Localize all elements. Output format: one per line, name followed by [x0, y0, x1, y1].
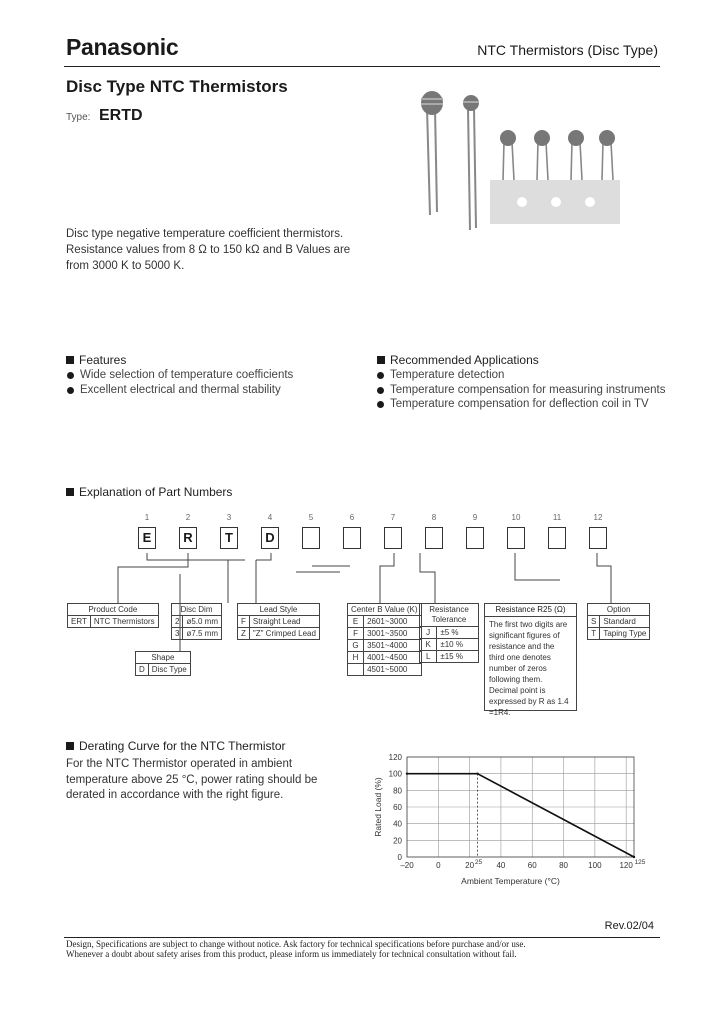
table-cell: NTC Thermistors — [90, 616, 158, 628]
part-index-label: 11 — [552, 513, 562, 522]
table-cell: F — [348, 628, 364, 640]
part-numbers-heading-label: Explanation of Part Numbers — [79, 485, 233, 499]
table-cell: 2 — [172, 616, 183, 628]
table-cell: "Z" Crimped Lead — [249, 628, 319, 640]
table-cell: J — [420, 627, 437, 639]
data-point — [406, 772, 408, 774]
footer-divider — [64, 937, 660, 938]
table-cell: ±5 % — [437, 627, 479, 639]
list-item: Temperature compensation for measuring instruments — [376, 383, 666, 398]
part-index-label: 10 — [511, 513, 521, 522]
type-value: ERTD — [99, 107, 143, 124]
y-tick-label: 40 — [393, 819, 402, 829]
table-cell: L — [420, 651, 437, 663]
table-header: Product Code — [68, 604, 159, 616]
y-tick-label: 120 — [388, 753, 402, 762]
part-index-label: 1 — [144, 513, 150, 522]
part-index-label: 5 — [308, 513, 314, 522]
part-number-box: D — [261, 527, 279, 549]
table-cell: K — [420, 639, 437, 651]
list-item: Excellent electrical and thermal stability — [66, 383, 366, 398]
table-cell: ø5.0 mm — [183, 616, 222, 628]
table-cell: 3001~3500 — [364, 628, 421, 640]
data-point — [633, 856, 635, 858]
x-tick-label: 100 — [588, 861, 602, 870]
part-number-box: E — [138, 527, 156, 549]
part-index-label: 7 — [390, 513, 396, 522]
x-tick-label: 0 — [436, 861, 441, 870]
table-header: Shape — [136, 652, 191, 664]
brand-logo: Panasonic — [66, 34, 179, 60]
revision-label: Rev.02/04 — [604, 920, 654, 932]
y-tick-label: 60 — [393, 803, 402, 812]
table-header: Option — [588, 604, 650, 616]
table-cell: ø7.5 mm — [183, 628, 222, 640]
table-cell: Taping Type — [600, 628, 650, 640]
part-index-label: 4 — [267, 513, 273, 522]
table-header: Disc Dim — [172, 604, 222, 616]
resistance-text: The first two digits are significant figures of resistance and the third one denotes number of zeros following them. Decimal point is expressed by R as 1.4 =1R4. — [489, 620, 569, 717]
table-cell: ±15 % — [437, 651, 479, 663]
part-index-label: 12 — [593, 513, 603, 522]
list-item: Wide selection of temperature coefficients — [66, 368, 366, 383]
x-axis-label: Ambient Temperature (°C) — [461, 876, 560, 886]
table-cell: D — [136, 664, 149, 676]
y-tick-label: 80 — [393, 786, 402, 796]
table-cell: S — [588, 616, 600, 628]
x-tick-label: 40 — [496, 861, 506, 870]
table-header: Lead Style — [238, 604, 320, 616]
y-tick-label: 100 — [388, 769, 402, 779]
x-tick-label: 80 — [559, 861, 569, 870]
y-axis-label: Rated Load (%) — [373, 777, 383, 837]
list-item: Temperature compensation for deflection coil in TV — [376, 397, 666, 412]
table-cell: ±10 % — [437, 639, 479, 651]
derating-text: For the NTC Thermistor operated in ambient temperature above 25 °C, power rating should be derated in accordance with the right figure. — [66, 758, 318, 801]
table-header: Center B Value (K) — [348, 604, 422, 616]
table-cell: 2601~3000 — [364, 616, 421, 628]
annotation-25: 25 — [474, 859, 483, 866]
data-point — [476, 772, 478, 774]
description: Disc type negative temperature coefficient thermistors. Resistance values from 8 Ω to 150 kΩ and B Values are from 3000 K to 5000 K. — [66, 228, 351, 272]
x-tick-label: 20 — [465, 861, 475, 870]
table-header: Resistance R25 (Ω) — [485, 604, 576, 617]
table-cell: 3 — [172, 628, 183, 640]
table-cell: ERT — [68, 616, 91, 628]
annotation-125: 125 — [634, 859, 646, 866]
part-index-label: 3 — [226, 513, 232, 522]
table-header: Resistance Tolerance — [420, 604, 479, 627]
page-title: Disc Type NTC Thermistors — [66, 77, 288, 96]
part-number-box: T — [220, 527, 238, 549]
table-cell: T — [588, 628, 600, 640]
part-index-label: 9 — [472, 513, 478, 522]
table-cell: 4001~4500 — [364, 652, 421, 664]
table-cell: Standard — [600, 616, 650, 628]
derating-line — [407, 774, 634, 857]
type-label: Type: — [66, 112, 91, 123]
part-index-label: 6 — [349, 513, 355, 522]
x-tick-label: –20 — [400, 861, 414, 870]
part-number-box: R — [179, 527, 197, 549]
table-cell: Z — [238, 628, 250, 640]
list-item: Temperature detection — [376, 368, 666, 383]
x-tick-label: 60 — [527, 861, 537, 870]
table-cell: E — [348, 616, 364, 628]
category-label: NTC Thermistors (Disc Type) — [477, 42, 658, 58]
part-index-label: 2 — [185, 513, 191, 522]
footer-line-2: Whenever a doubt about safety arises from this product, please inform us immediately for technical consultation without fail. — [66, 949, 517, 959]
derating-heading-label: Derating Curve for the NTC Thermistor — [79, 739, 286, 753]
table-cell: H — [348, 652, 364, 664]
table-cell: Disc Type — [148, 664, 190, 676]
table-cell: F — [238, 616, 250, 628]
table-cell: 4501~5000 — [364, 664, 421, 676]
table-cell: G — [348, 640, 364, 652]
features-heading-label: Features — [79, 353, 127, 367]
y-tick-label: 20 — [393, 836, 402, 846]
y-tick-label: 0 — [397, 853, 402, 862]
x-tick-label: 120 — [619, 861, 633, 870]
footer-line-1: Design, Specifications are subject to change without notice. Ask factory for technical specifications before purchase and/or use. — [66, 939, 526, 949]
part-index-label: 8 — [431, 513, 437, 522]
table-cell: Straight Lead — [249, 616, 319, 628]
table-cell: 3501~4000 — [364, 640, 421, 652]
applications-heading-label: Recommended Applications — [390, 353, 539, 367]
